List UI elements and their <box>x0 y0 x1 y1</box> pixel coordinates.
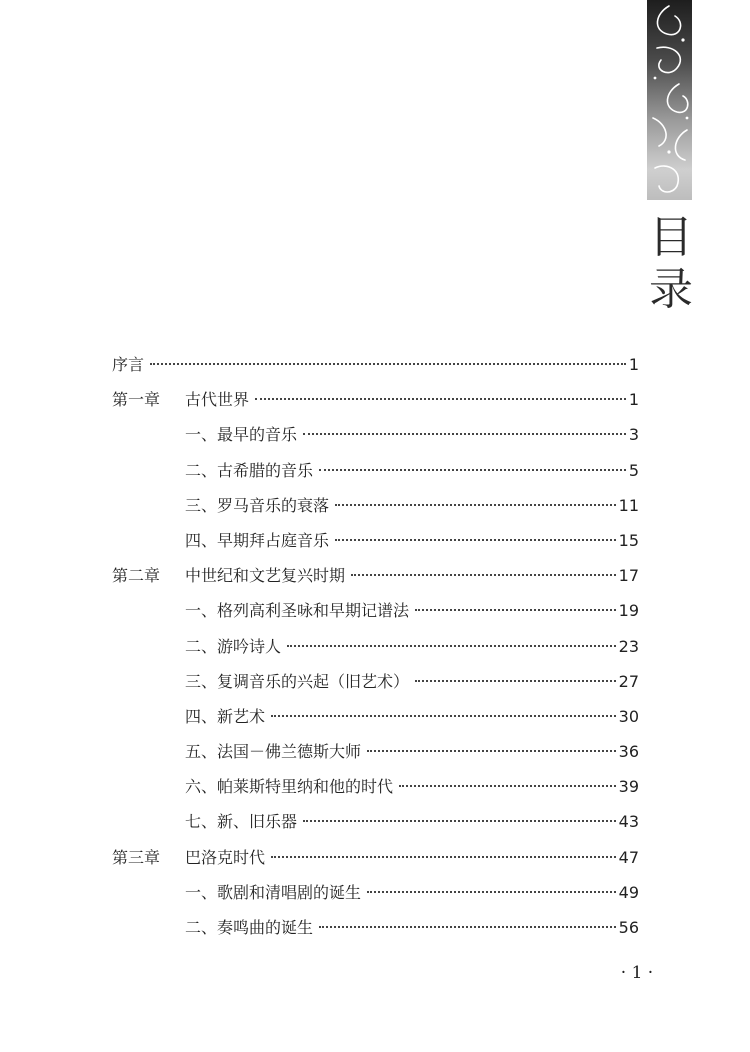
toc-page-number: 36 <box>618 742 639 762</box>
toc-title-char: 录 <box>649 264 693 315</box>
toc-page-number: 27 <box>618 671 639 691</box>
toc-section-entry[interactable] <box>112 875 639 910</box>
toc-page-number: 5 <box>628 460 639 480</box>
toc-chapter-entry[interactable] <box>112 347 639 382</box>
toc-chapter-entry[interactable] <box>112 840 639 875</box>
toc-dot-leader <box>287 645 616 647</box>
toc-entry-title: 七、新、旧乐器 <box>185 812 298 832</box>
toc-entry-title: 一、歌剧和清唱剧的诞生 <box>185 882 362 902</box>
toc-section-entry[interactable] <box>112 629 639 664</box>
toc-dot-leader <box>415 609 616 611</box>
toc-page-number: 56 <box>618 918 639 937</box>
toc-dot-leader <box>415 680 616 682</box>
toc-entry-title: 五、法国－佛兰德斯大师 <box>185 742 362 762</box>
toc-dot-leader <box>255 398 626 400</box>
toc-chapter-entry[interactable] <box>112 382 639 417</box>
toc-entry-title: 四、早期拜占庭音乐 <box>185 530 330 550</box>
toc-entry-title: 古代世界 <box>185 390 250 410</box>
decorative-ornament-band <box>647 0 692 200</box>
toc-page-number: 3 <box>628 425 639 445</box>
toc-dot-leader <box>271 715 616 717</box>
toc-page-number: 49 <box>618 882 639 902</box>
toc-section-entry[interactable] <box>112 910 639 945</box>
toc-title-char: 目 <box>649 212 693 263</box>
toc-entry-title: 中世纪和文艺复兴时期 <box>185 566 346 586</box>
toc-page-number: 30 <box>618 706 639 726</box>
toc-section-entry[interactable] <box>112 769 639 804</box>
toc-section-entry[interactable] <box>112 593 639 628</box>
toc-section-entry[interactable] <box>112 453 639 488</box>
toc-page-number: 1 <box>628 390 639 410</box>
toc-section-entry[interactable] <box>112 523 639 558</box>
toc-dot-leader <box>303 433 626 435</box>
toc-entry-title: 一、最早的音乐 <box>185 425 298 445</box>
toc-entry-title: 二、古希腊的音乐 <box>185 460 314 480</box>
toc-dot-leader <box>319 926 616 928</box>
toc-dot-leader <box>271 856 616 858</box>
toc-page-number: 47 <box>618 847 639 867</box>
toc-entry-title: 二、游吟诗人 <box>185 636 282 656</box>
toc-section-entry[interactable] <box>112 699 639 734</box>
toc-dot-leader <box>399 785 616 787</box>
toc-section-entry[interactable] <box>112 734 639 769</box>
floral-ornament-icon <box>647 0 692 200</box>
toc-page-number: 1 <box>628 355 639 374</box>
toc-page-number: 39 <box>618 777 639 797</box>
toc-section-entry[interactable] <box>112 417 639 452</box>
toc-entry-title: 三、复调音乐的兴起（旧艺术） <box>185 671 410 691</box>
table-of-contents <box>112 347 639 945</box>
toc-entry-title: 四、新艺术 <box>185 706 266 726</box>
toc-page-number: 43 <box>618 812 639 832</box>
toc-dot-leader <box>319 469 626 471</box>
toc-section-entry[interactable] <box>112 804 639 839</box>
toc-dot-leader <box>351 574 616 576</box>
toc-entry-title: 一、格列高利圣咏和早期记谱法 <box>185 601 410 621</box>
toc-dot-leader <box>335 539 616 541</box>
toc-page-number: 15 <box>618 530 639 550</box>
toc-entry-title: 二、奏鸣曲的诞生 <box>185 918 314 937</box>
toc-entry-title: 序言 <box>112 355 145 374</box>
toc-page-number: 11 <box>618 495 639 515</box>
toc-page-number: 17 <box>618 566 639 586</box>
toc-dot-leader <box>150 363 626 365</box>
toc-dot-leader <box>335 504 616 506</box>
toc-title <box>649 212 691 316</box>
toc-entry-title: 六、帕莱斯特里纳和他的时代 <box>185 777 394 797</box>
toc-chapter-number: 第二章 <box>112 566 161 586</box>
toc-entry-title: 三、罗马音乐的衰落 <box>185 495 330 515</box>
toc-dot-leader <box>303 820 616 822</box>
toc-entry-title: 巴洛克时代 <box>185 847 266 867</box>
toc-section-entry[interactable] <box>112 664 639 699</box>
toc-section-entry[interactable] <box>112 488 639 523</box>
toc-chapter-entry[interactable] <box>112 558 639 593</box>
toc-chapter-number: 第三章 <box>112 847 161 867</box>
toc-dot-leader <box>367 891 616 893</box>
toc-page-number: 19 <box>618 601 639 621</box>
page-number: · 1 · <box>620 963 654 983</box>
toc-chapter-number: 第一章 <box>112 390 161 410</box>
toc-dot-leader <box>367 750 616 752</box>
toc-page-number: 23 <box>618 636 639 656</box>
